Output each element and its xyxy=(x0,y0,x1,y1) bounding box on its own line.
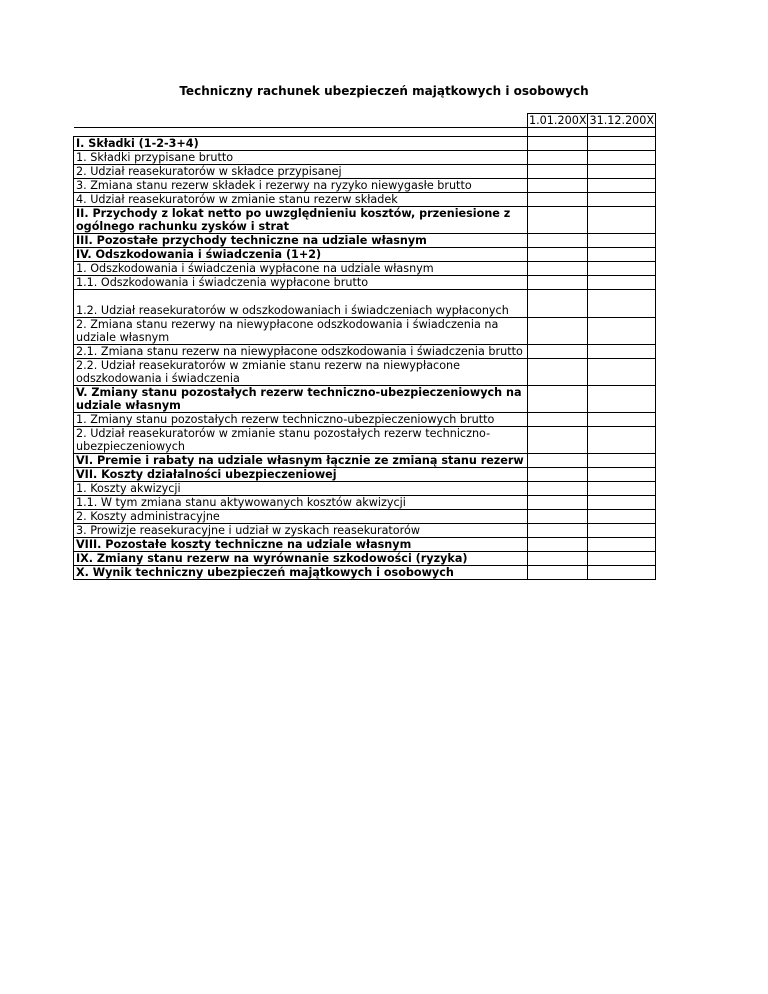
table-row xyxy=(74,552,656,566)
row-label: 3. Prowizje reasekuracyjne i udział w zyskach reasekuratorów xyxy=(74,524,528,538)
row-label: 1.2. Udział reasekuratorów w odszkodowaniach i świadczeniach wypłaconych xyxy=(74,290,528,318)
technical-account-table xyxy=(73,113,656,580)
row-label: X. Wynik techniczny ubezpieczeń majątkowych i osobowych xyxy=(74,566,528,580)
value-cell-end xyxy=(588,248,656,262)
value-cell-start xyxy=(528,137,588,151)
value-cell-start xyxy=(528,193,588,207)
row-label: III. Pozostałe przychody techniczne na udziale własnym xyxy=(74,234,528,248)
table-header-row xyxy=(74,114,656,128)
value-cell-start xyxy=(528,151,588,165)
row-label: VIII. Pozostałe koszty techniczne na udziale własnym xyxy=(74,538,528,552)
value-cell-start xyxy=(528,179,588,193)
row-label: IX. Zmiany stanu rezerw na wyrównanie szkodowości (ryzyka) xyxy=(74,552,528,566)
table-row xyxy=(74,318,656,345)
header-spacer xyxy=(74,114,528,128)
value-cell-end xyxy=(588,468,656,482)
table-row xyxy=(74,151,656,165)
row-label: 2. Koszty administracyjne xyxy=(74,510,528,524)
row-label: II. Przychody z lokat netto po uwzględnieniu kosztów, przeniesione z ogólnego rachunku zysków i strat xyxy=(74,207,528,234)
spacer-row xyxy=(74,128,656,137)
table-row xyxy=(74,359,656,386)
value-cell-end xyxy=(588,524,656,538)
row-label: 1. Zmiany stanu pozostałych rezerw techniczno-ubezpieczeniowych brutto xyxy=(74,413,528,427)
table-row xyxy=(74,482,656,496)
value-cell-end xyxy=(588,496,656,510)
value-cell-start xyxy=(528,248,588,262)
value-cell-start xyxy=(528,566,588,580)
value-cell-start xyxy=(528,386,588,413)
row-label: 1.1. W tym zmiana stanu aktywowanych kosztów akwizycji xyxy=(74,496,528,510)
value-cell-start xyxy=(528,538,588,552)
spacer-cell xyxy=(74,128,528,137)
value-cell-start xyxy=(528,496,588,510)
value-cell-start xyxy=(528,510,588,524)
row-label: 1.1. Odszkodowania i świadczenia wypłacone brutto xyxy=(74,276,528,290)
table-row xyxy=(74,386,656,413)
value-cell-end xyxy=(588,137,656,151)
table-row xyxy=(74,566,656,580)
column-header-start-date: 1.01.200X xyxy=(529,114,587,127)
value-cell-start xyxy=(528,468,588,482)
table-row xyxy=(74,179,656,193)
value-cell-end xyxy=(588,207,656,234)
value-cell-end xyxy=(588,179,656,193)
table-row xyxy=(74,496,656,510)
value-cell-start xyxy=(528,165,588,179)
value-cell-end xyxy=(588,566,656,580)
table-row xyxy=(74,248,656,262)
value-cell-start xyxy=(528,552,588,566)
row-label: 2.2. Udział reasekuratorów w zmianie stanu rezerw na niewypłacone odszkodowania i świadczenia xyxy=(74,359,528,386)
value-cell-end xyxy=(588,276,656,290)
value-cell-start xyxy=(528,318,588,345)
value-cell-end xyxy=(588,386,656,413)
value-cell-end xyxy=(588,427,656,454)
table-row xyxy=(74,165,656,179)
column-header-end-date: 31.12.200X xyxy=(589,114,655,127)
row-label: VI. Premie i rabaty na udziale własnym łącznie ze zmianą stanu rezerw xyxy=(74,454,528,468)
spacer-cell xyxy=(588,128,656,137)
table-row xyxy=(74,510,656,524)
spacer-cell xyxy=(528,128,588,137)
value-cell-end xyxy=(588,538,656,552)
table-row xyxy=(74,524,656,538)
row-label: 2.1. Zmiana stanu rezerw na niewypłacone odszkodowania i świadczenia brutto xyxy=(74,345,528,359)
row-label: 1. Koszty akwizycji xyxy=(74,482,528,496)
value-cell-start xyxy=(528,207,588,234)
row-label: 2. Udział reasekuratorów w zmianie stanu pozostałych rezerw techniczno-ubezpieczeniowych xyxy=(74,427,528,454)
value-cell-end xyxy=(588,454,656,468)
value-cell-start xyxy=(528,345,588,359)
report-title: Techniczny rachunek ubezpieczeń majątkowych i osobowych xyxy=(179,84,589,98)
row-label: 1. Składki przypisane brutto xyxy=(74,151,528,165)
value-cell-start xyxy=(528,427,588,454)
table-row xyxy=(74,427,656,454)
row-label: 3. Zmiana stanu rezerw składek i rezerwy na ryzyko niewygasłe brutto xyxy=(74,179,528,193)
table-row xyxy=(74,538,656,552)
row-label: 4. Udział reasekuratorów w zmianie stanu rezerw składek xyxy=(74,193,528,207)
value-cell-start xyxy=(528,482,588,496)
value-cell-end xyxy=(588,552,656,566)
value-cell-start xyxy=(528,524,588,538)
value-cell-end xyxy=(588,345,656,359)
row-label: IV. Odszkodowania i świadczenia (1+2) xyxy=(74,248,528,262)
table-row xyxy=(74,345,656,359)
table-row xyxy=(74,193,656,207)
row-label: I. Składki (1-2-3+4) xyxy=(74,137,528,151)
table-row xyxy=(74,276,656,290)
table-row xyxy=(74,262,656,276)
table-row xyxy=(74,468,656,482)
table-row xyxy=(74,234,656,248)
row-label: VII. Koszty działalności ubezpieczeniowej xyxy=(74,468,528,482)
value-cell-end xyxy=(588,413,656,427)
value-cell-end xyxy=(588,482,656,496)
row-label: 1. Odszkodowania i świadczenia wypłacone na udziale własnym xyxy=(74,262,528,276)
table-row xyxy=(74,454,656,468)
value-cell-end xyxy=(588,234,656,248)
value-cell-start xyxy=(528,276,588,290)
value-cell-start xyxy=(528,234,588,248)
value-cell-start xyxy=(528,454,588,468)
row-label: V. Zmiany stanu pozostałych rezerw techniczno-ubezpieczeniowych na udziale własnym xyxy=(74,386,528,413)
row-label: 2. Udział reasekuratorów w składce przypisanej xyxy=(74,165,528,179)
value-cell-start xyxy=(528,290,588,318)
table-row xyxy=(74,207,656,234)
value-cell-end xyxy=(588,151,656,165)
value-cell-end xyxy=(588,290,656,318)
table-row xyxy=(74,413,656,427)
value-cell-end xyxy=(588,359,656,386)
value-cell-start xyxy=(528,359,588,386)
value-cell-end xyxy=(588,165,656,179)
row-label: 2. Zmiana stanu rezerwy na niewypłacone odszkodowania i świadczenia na udziale własnym xyxy=(74,318,528,345)
value-cell-end xyxy=(588,193,656,207)
value-cell-end xyxy=(588,262,656,276)
value-cell-end xyxy=(588,318,656,345)
value-cell-start xyxy=(528,413,588,427)
value-cell-end xyxy=(588,510,656,524)
table-row xyxy=(74,290,656,318)
table-row xyxy=(74,137,656,151)
value-cell-start xyxy=(528,262,588,276)
